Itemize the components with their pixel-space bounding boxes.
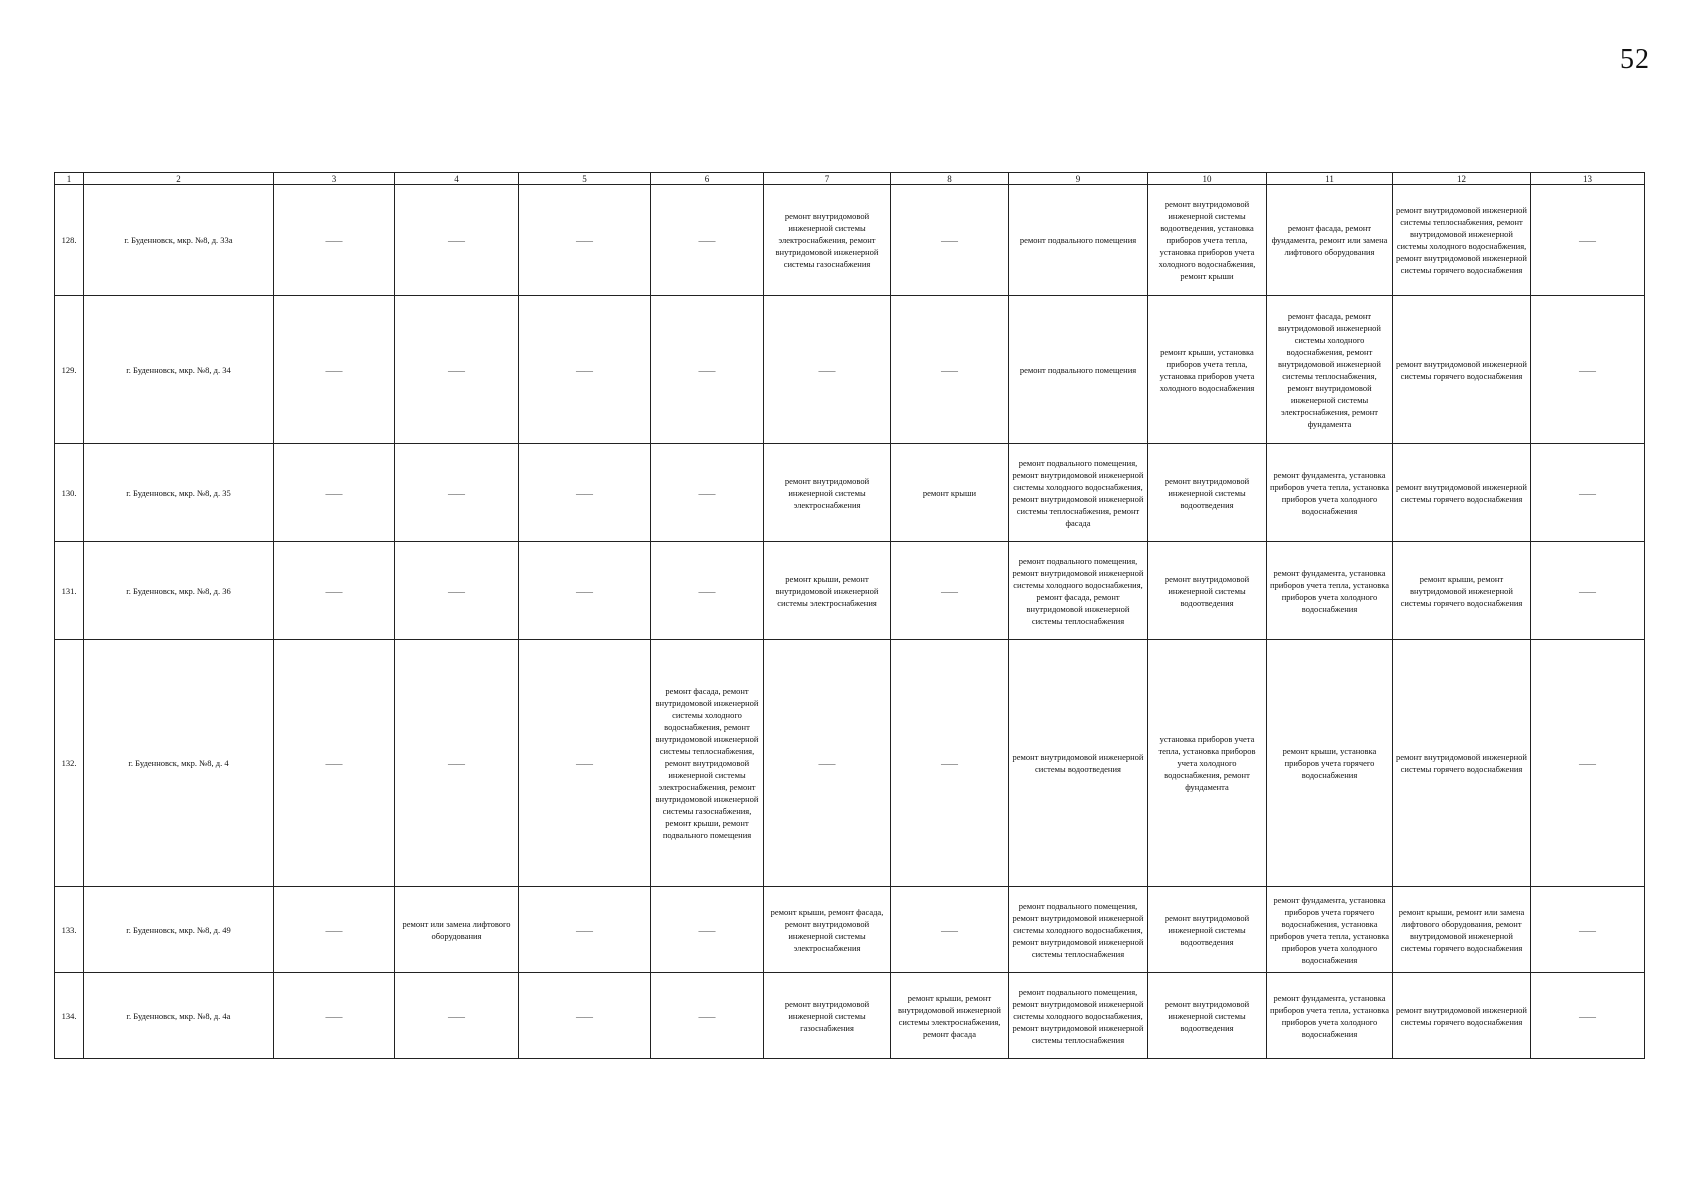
table-row	[55, 185, 1645, 296]
address-cell: г. Буденновск, мкр. №8, д. 36	[84, 542, 274, 640]
work-cell: ——	[274, 887, 395, 973]
table-row	[55, 887, 1645, 973]
work-cell: ——	[274, 542, 395, 640]
work-cell: ——	[1531, 185, 1645, 296]
work-cell: ——	[651, 185, 764, 296]
table-row	[55, 973, 1645, 1059]
work-cell: ремонт внутридомовой инженерной системы горячего водоснабжения	[1393, 444, 1531, 542]
work-cell: ——	[395, 444, 519, 542]
work-cell: ремонт внутридомовой инженерной системы электроснабжения, ремонт внутридомовой инженерной системы газоснабжения	[764, 185, 891, 296]
work-cell: ремонт подвального помещения	[1009, 296, 1148, 444]
work-cell: ——	[395, 542, 519, 640]
work-cell: ремонт внутридомовой инженерной системы электроснабжения	[764, 444, 891, 542]
address-cell: г. Буденновск, мкр. №8, д. 33а	[84, 185, 274, 296]
work-cell: ——	[519, 542, 651, 640]
work-cell: ——	[274, 296, 395, 444]
work-cell: ремонт внутридомовой инженерной системы горячего водоснабжения	[1393, 973, 1531, 1059]
work-cell: ——	[395, 973, 519, 1059]
address-cell: г. Буденновск, мкр. №8, д. 49	[84, 887, 274, 973]
column-header: 10	[1148, 173, 1267, 185]
work-cell: ——	[651, 887, 764, 973]
work-cell: ремонт крыши, ремонт внутридомовой инженерной системы электроснабжения, ремонт фасада	[891, 973, 1009, 1059]
work-cell: ремонт подвального помещения, ремонт внутридомовой инженерной системы холодного водоснабжения, ремонт внутридомовой инженерной системы теплоснабжения, ремонт фасада	[1009, 444, 1148, 542]
address-cell: г. Буденновск, мкр. №8, д. 34	[84, 296, 274, 444]
work-cell: ——	[651, 444, 764, 542]
work-cell: ——	[395, 185, 519, 296]
page-number: 52	[1620, 44, 1650, 75]
work-cell: ремонт фундамента, установка приборов учета тепла, установка приборов учета холодного водоснабжения	[1267, 542, 1393, 640]
row-number: 129.	[55, 296, 84, 444]
address-cell: г. Буденновск, мкр. №8, д. 4	[84, 640, 274, 887]
work-cell: ремонт или замена лифтового оборудования	[395, 887, 519, 973]
row-number: 133.	[55, 887, 84, 973]
column-header: 6	[651, 173, 764, 185]
work-cell: ——	[891, 185, 1009, 296]
row-number: 134.	[55, 973, 84, 1059]
work-cell: ремонт внутридомовой инженерной системы водоотведения, установка приборов учета тепла, установка приборов учета холодного водоснабжения, ремонт крыши	[1148, 185, 1267, 296]
work-cell: ——	[395, 640, 519, 887]
work-cell: ——	[519, 185, 651, 296]
work-cell: ремонт крыши, ремонт фасада, ремонт внутридомовой инженерной системы электроснабжения	[764, 887, 891, 973]
work-cell: ——	[651, 296, 764, 444]
work-cell: ——	[1531, 542, 1645, 640]
work-cell: ремонт внутридомовой инженерной системы газоснабжения	[764, 973, 891, 1059]
work-cell: установка приборов учета тепла, установка приборов учета холодного водоснабжения, ремонт фундамента	[1148, 640, 1267, 887]
work-cell: ремонт внутридомовой инженерной системы горячего водоснабжения	[1393, 640, 1531, 887]
row-number: 132.	[55, 640, 84, 887]
row-number: 131.	[55, 542, 84, 640]
work-cell: ——	[274, 640, 395, 887]
work-cell: ——	[395, 296, 519, 444]
column-header: 3	[274, 173, 395, 185]
work-cell: ремонт крыши, установка приборов учета тепла, установка приборов учета холодного водоснабжения	[1148, 296, 1267, 444]
column-header: 9	[1009, 173, 1148, 185]
work-cell: ——	[891, 542, 1009, 640]
work-cell: ремонт фундамента, установка приборов учета тепла, установка приборов учета холодного водоснабжения	[1267, 444, 1393, 542]
work-cell: ——	[519, 887, 651, 973]
work-cell: ——	[891, 640, 1009, 887]
work-cell: ——	[1531, 444, 1645, 542]
work-cell: ремонт внутридомовой инженерной системы теплоснабжения, ремонт внутридомовой инженерной системы холодного водоснабжения, ремонт внутридомовой инженерной системы горячего водоснабжения	[1393, 185, 1531, 296]
work-cell: ——	[1531, 887, 1645, 973]
work-cell: ——	[1531, 640, 1645, 887]
column-header: 4	[395, 173, 519, 185]
work-cell: ремонт внутридомовой инженерной системы водоотведения	[1009, 640, 1148, 887]
column-header: 12	[1393, 173, 1531, 185]
work-cell: ремонт внутридомовой инженерной системы водоотведения	[1148, 542, 1267, 640]
work-cell: ремонт крыши, ремонт или замена лифтового оборудования, ремонт внутридомовой инженерной системы горячего водоснабжения	[1393, 887, 1531, 973]
table-row	[55, 542, 1645, 640]
column-header: 8	[891, 173, 1009, 185]
work-cell: ——	[519, 444, 651, 542]
work-cell: ——	[1531, 973, 1645, 1059]
work-cell: ремонт крыши, ремонт внутридомовой инженерной системы горячего водоснабжения	[1393, 542, 1531, 640]
work-cell: ——	[651, 973, 764, 1059]
work-cell: ремонт подвального помещения, ремонт внутридомовой инженерной системы холодного водоснабжения, ремонт фасада, ремонт внутридомовой инженерной системы теплоснабжения	[1009, 542, 1148, 640]
column-header: 1	[55, 173, 84, 185]
work-cell: ремонт внутридомовой инженерной системы водоотведения	[1148, 973, 1267, 1059]
work-cell: ——	[891, 296, 1009, 444]
work-cell: ремонт фундамента, установка приборов учета тепла, установка приборов учета холодного водоснабжения	[1267, 973, 1393, 1059]
work-cell: ——	[764, 296, 891, 444]
address-cell: г. Буденновск, мкр. №8, д. 4а	[84, 973, 274, 1059]
work-cell: ремонт фасада, ремонт внутридомовой инженерной системы холодного водоснабжения, ремонт внутридомовой инженерной системы теплоснабжения, ремонт внутридомовой инженерной системы электроснабжения, ремонт внутридомовой инженерной системы газоснабжения, ремонт крыши, ремонт подвального помещения	[651, 640, 764, 887]
work-cell: ремонт подвального помещения, ремонт внутридомовой инженерной системы холодного водоснабжения, ремонт внутридомовой инженерной системы теплоснабжения	[1009, 887, 1148, 973]
work-cell: ——	[1531, 296, 1645, 444]
work-cell: ремонт подвального помещения, ремонт внутридомовой инженерной системы холодного водоснабжения, ремонт внутридомовой инженерной системы теплоснабжения	[1009, 973, 1148, 1059]
work-cell: ремонт фундамента, установка приборов учета горячего водоснабжения, установка приборов учета тепла, установка приборов учета холодного водоснабжения	[1267, 887, 1393, 973]
column-header: 7	[764, 173, 891, 185]
work-cell: ——	[274, 973, 395, 1059]
work-cell: ——	[764, 640, 891, 887]
work-cell: ——	[274, 185, 395, 296]
row-number: 130.	[55, 444, 84, 542]
column-header: 2	[84, 173, 274, 185]
work-cell: ремонт внутридомовой инженерной системы горячего водоснабжения	[1393, 296, 1531, 444]
work-cell: ——	[519, 640, 651, 887]
work-cell: ——	[651, 542, 764, 640]
column-header: 13	[1531, 173, 1645, 185]
work-cell: ремонт подвального помещения	[1009, 185, 1148, 296]
table-row	[55, 640, 1645, 887]
work-cell: ремонт крыши, ремонт внутридомовой инженерной системы электроснабжения	[764, 542, 891, 640]
work-cell: ——	[891, 887, 1009, 973]
column-header: 5	[519, 173, 651, 185]
work-cell: ——	[519, 973, 651, 1059]
work-cell: ремонт фасада, ремонт фундамента, ремонт или замена лифтового оборудования	[1267, 185, 1393, 296]
work-cell: ремонт внутридомовой инженерной системы водоотведения	[1148, 887, 1267, 973]
repair-schedule-table	[54, 172, 1645, 1059]
work-cell: ремонт внутридомовой инженерной системы водоотведения	[1148, 444, 1267, 542]
header-row	[55, 173, 1645, 185]
work-cell: ремонт фасада, ремонт внутридомовой инженерной системы холодного водоснабжения, ремонт внутридомовой инженерной системы теплоснабжения, ремонт внутридомовой инженерной системы электроснабжения, ремонт фундамента	[1267, 296, 1393, 444]
work-cell: ремонт крыши, установка приборов учета горячего водоснабжения	[1267, 640, 1393, 887]
work-cell: ——	[519, 296, 651, 444]
address-cell: г. Буденновск, мкр. №8, д. 35	[84, 444, 274, 542]
work-cell: ремонт крыши	[891, 444, 1009, 542]
row-number: 128.	[55, 185, 84, 296]
table-row	[55, 296, 1645, 444]
table-row	[55, 444, 1645, 542]
work-cell: ——	[274, 444, 395, 542]
column-header: 11	[1267, 173, 1393, 185]
